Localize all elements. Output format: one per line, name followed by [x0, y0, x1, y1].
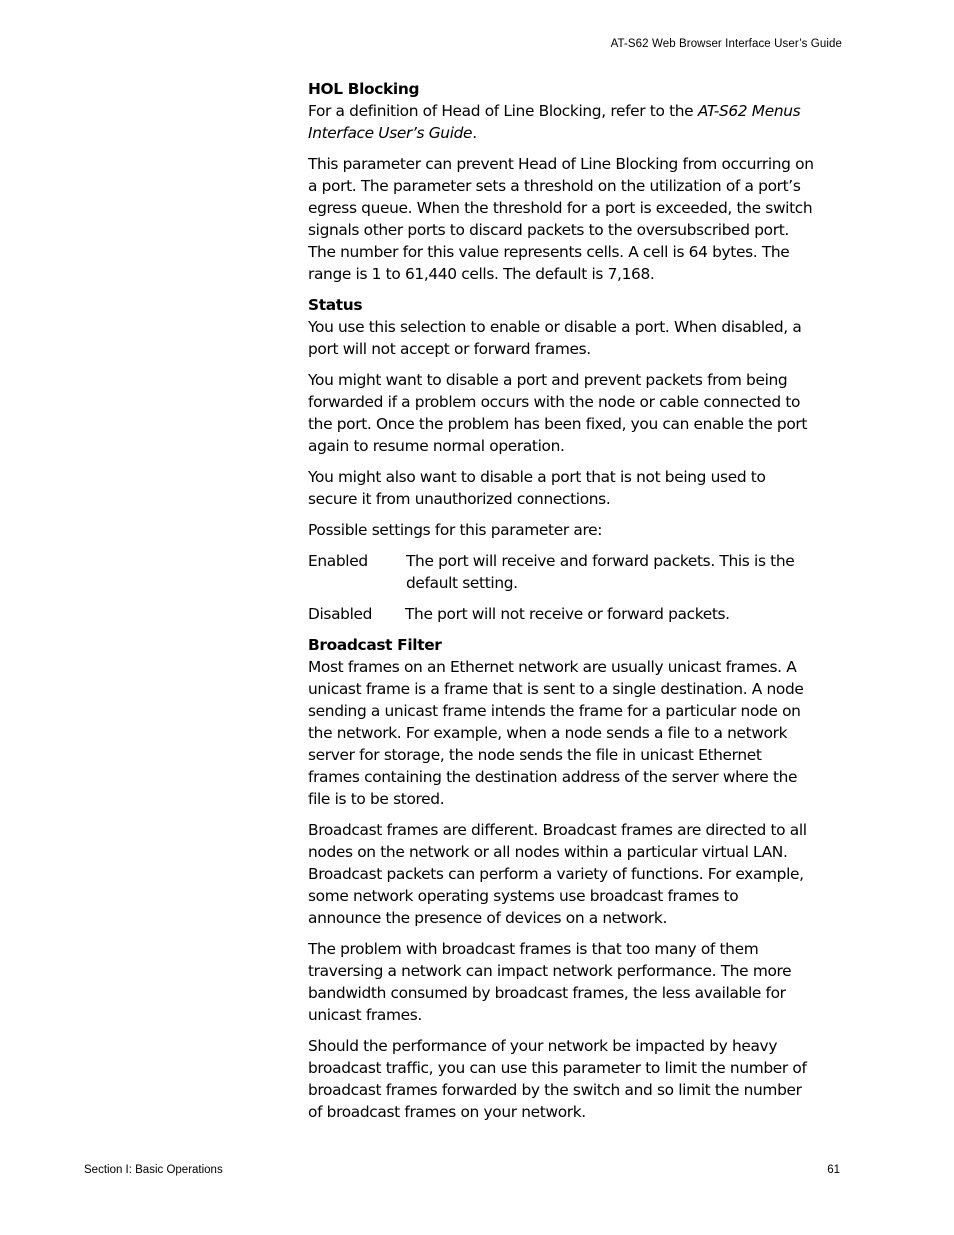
broadcast-filter-heading: Broadcast Filter: [308, 636, 442, 654]
hol-definition-text: For a definition of Head of Line Blocking, refer to the: [308, 102, 698, 120]
page-number: 61: [827, 1164, 840, 1176]
broadcast-paragraph-1: Most frames on an Ethernet network are usually unicast frames. A unicast frame is a frame that is sent to a single destination. A node sending a unicast frame intends the frame for a particular node on the network. For example, when a node sends a file to a network server for storage, the node sends the file in unicast Ethernet frames containing the destination address of the server where the file is to be stored.: [308, 658, 804, 808]
hol-definition-paragraph: [308, 100, 814, 144]
status-heading: Status: [308, 296, 363, 314]
hol-blocking-heading: HOL Blocking: [308, 80, 420, 98]
menus-guide-reference: AT-S62 Menus Interface User’s Guide: [308, 102, 801, 142]
setting-term: Enabled: [308, 552, 368, 570]
running-header: AT-S62 Web Browser Interface User’s Guide: [610, 38, 842, 50]
status-paragraph-1: You use this selection to enable or disable a port. When disabled, a port will not accept or forward frames.: [308, 318, 802, 358]
footer-section: Section I: Basic Operations: [84, 1164, 223, 1176]
page-content: [308, 78, 814, 1132]
status-paragraph-3: You might also want to disable a port that is not being used to secure it from unauthorized connections.: [308, 468, 766, 508]
hol-description-paragraph: This parameter can prevent Head of Line Blocking from occurring on a port. The parameter sets a threshold on the utilization of a port’s egress queue. When the threshold for a port is exceeded, the switch signals other ports to discard packets to the oversubscribed port. The number for this value represents cells. A cell is 64 bytes. The range is 1 to 61,440 cells. The default is 7,168.: [308, 155, 814, 283]
broadcast-paragraph-4: Should the performance of your network be impacted by heavy broadcast traffic, you can use this parameter to limit the number of broadcast frames forwarded by the switch and so limit the number of broadcast frames on your network.: [308, 1037, 807, 1121]
hol-definition-end: .: [472, 124, 477, 142]
broadcast-paragraph-3: The problem with broadcast frames is that too many of them traversing a network can impact network performance. The more bandwidth consumed by broadcast frames, the less available for unicast frames.: [308, 940, 792, 1024]
broadcast-paragraph-2: Broadcast frames are different. Broadcast frames are directed to all nodes on the network or all nodes within a particular virtual LAN. Broadcast packets can perform a variety of functions. For example, some network operating systems use broadcast frames to announce the presence of devices on a network.: [308, 821, 807, 927]
setting-enabled: [308, 550, 814, 594]
setting-disabled: [308, 603, 814, 625]
status-paragraph-2: You might want to disable a port and prevent packets from being forwarded if a problem occurs with the node or cable connected to the port. Once the problem has been fixed, you can enable the port again to resume normal operation.: [308, 371, 808, 455]
setting-description: The port will not receive or forward packets.: [405, 605, 730, 623]
status-paragraph-4: Possible settings for this parameter are:: [308, 521, 603, 539]
setting-term: Disabled: [308, 605, 373, 623]
setting-description: The port will receive and forward packets. This is the default setting.: [406, 552, 795, 592]
